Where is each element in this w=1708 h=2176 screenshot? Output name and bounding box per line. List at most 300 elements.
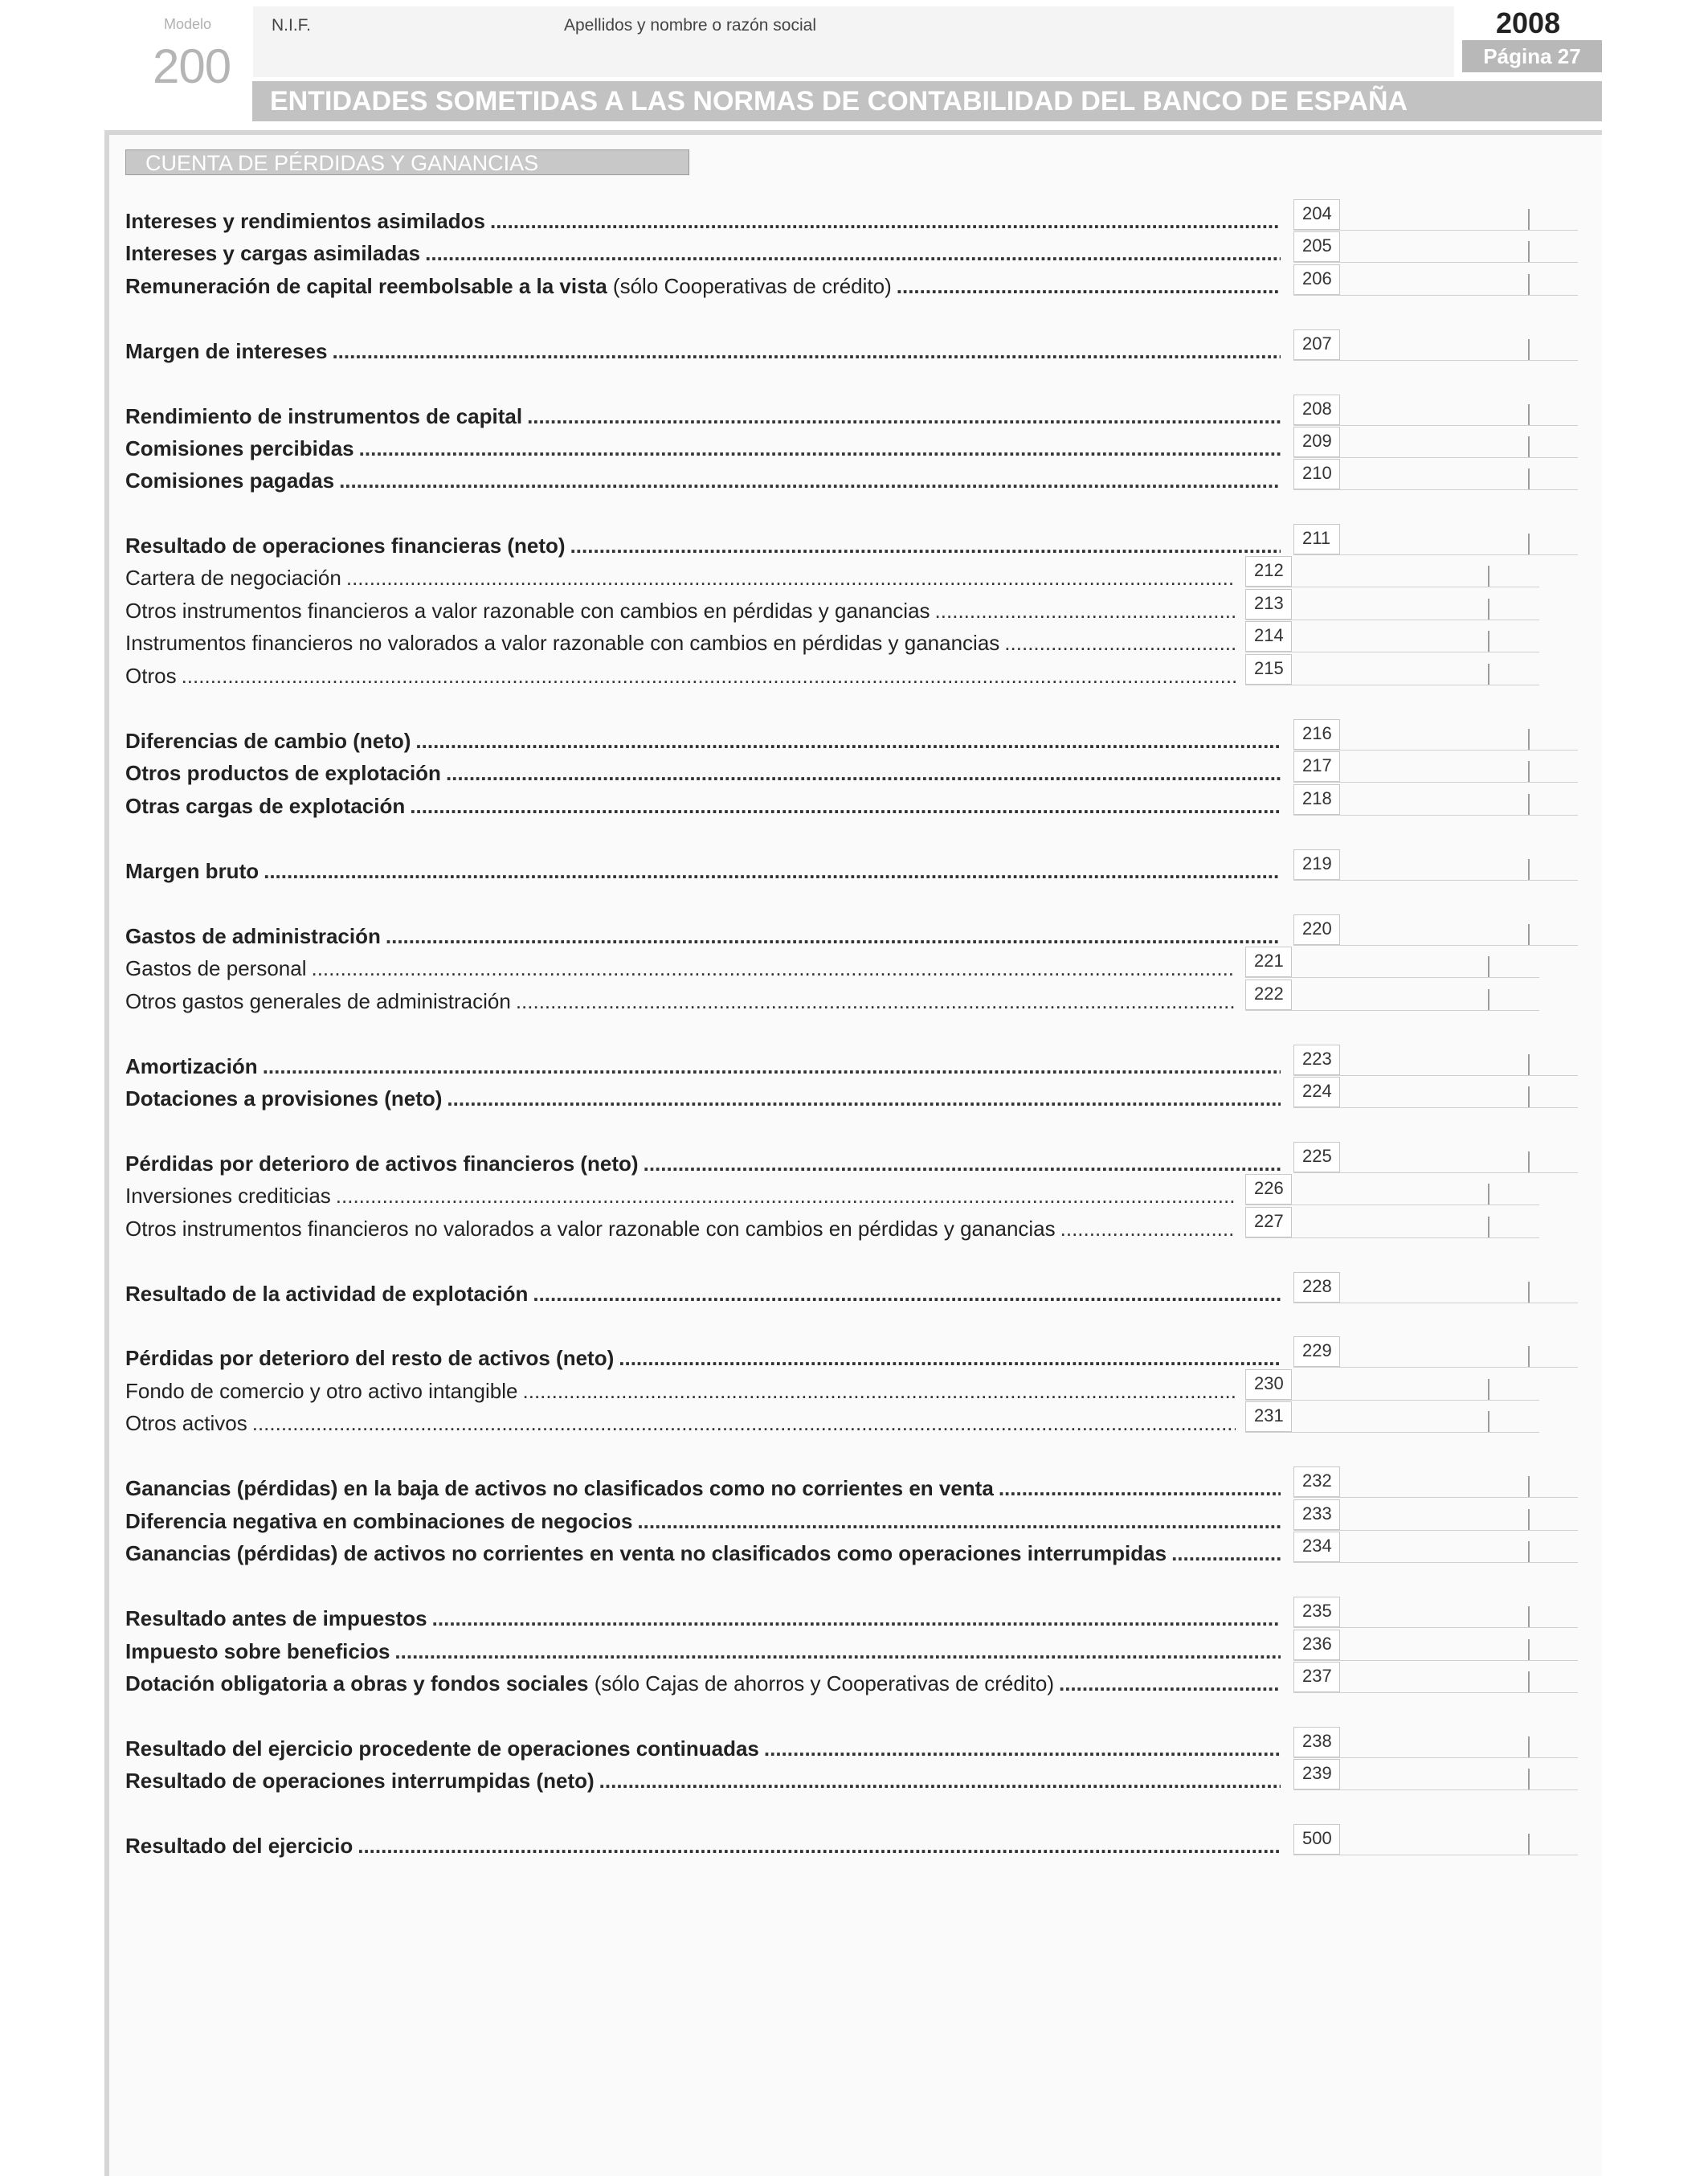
row-label-text: Intereses y rendimientos asimilados xyxy=(125,209,485,233)
amount-box-204 xyxy=(1293,199,1578,231)
row-label xyxy=(125,1606,427,1630)
amount-field[interactable] xyxy=(1340,199,1578,230)
dot-leader xyxy=(264,859,1281,883)
dot-leader xyxy=(764,1736,1281,1761)
row-label-text: Rendimiento de instrumentos de capital xyxy=(125,404,523,428)
amount-field[interactable] xyxy=(1340,264,1578,295)
form-row-228 xyxy=(125,1282,1281,1306)
row-label xyxy=(125,339,327,363)
amount-field[interactable] xyxy=(1340,1142,1578,1172)
amount-box-229 xyxy=(1293,1336,1578,1368)
form-row-212 xyxy=(125,566,1236,590)
dot-leader xyxy=(346,566,1236,590)
box-code: 236 xyxy=(1293,1630,1340,1660)
row-label-text: Margen de intereses xyxy=(125,339,328,363)
dot-leader xyxy=(358,1834,1281,1858)
form-row-232 xyxy=(125,1476,1281,1500)
row-label-text: Comisiones pagadas xyxy=(125,468,335,493)
box-code: 215 xyxy=(1245,654,1292,685)
form-row-226 xyxy=(125,1184,1236,1208)
row-label xyxy=(125,924,381,948)
amount-box-215 xyxy=(1245,654,1539,685)
amount-box-210 xyxy=(1293,459,1578,490)
row-label xyxy=(125,1086,442,1110)
box-code: 221 xyxy=(1245,947,1292,977)
row-label-text: Comisiones percibidas xyxy=(125,436,354,460)
amount-box-239 xyxy=(1293,1759,1578,1790)
row-label xyxy=(125,436,354,460)
dot-leader xyxy=(1004,631,1236,655)
amount-field[interactable] xyxy=(1340,1727,1578,1757)
decimal-separator-mark xyxy=(1488,989,1489,1010)
row-label xyxy=(125,209,485,233)
decimal-separator-mark xyxy=(1528,924,1530,945)
amount-box-235 xyxy=(1293,1597,1578,1628)
decimal-separator-mark xyxy=(1488,1379,1489,1400)
amount-field[interactable] xyxy=(1340,1077,1578,1107)
year-label: 2008 xyxy=(1496,6,1561,39)
amount-box-218 xyxy=(1293,784,1578,816)
row-label-text: Fondo de comercio y otro activo intangible xyxy=(125,1379,518,1403)
amount-field[interactable] xyxy=(1340,1336,1578,1367)
dot-leader xyxy=(182,664,1236,688)
box-code: 234 xyxy=(1293,1532,1340,1562)
row-label xyxy=(125,468,334,493)
dot-leader xyxy=(619,1346,1281,1370)
box-code: 204 xyxy=(1293,199,1340,230)
row-label xyxy=(125,1282,528,1306)
decimal-separator-mark xyxy=(1488,956,1489,977)
dot-leader xyxy=(523,1379,1236,1403)
box-code: 218 xyxy=(1293,784,1340,815)
row-label xyxy=(125,1541,1167,1565)
decimal-separator-mark xyxy=(1488,599,1489,620)
dot-leader xyxy=(644,1151,1281,1176)
decimal-separator-mark xyxy=(1528,761,1530,782)
form-row-231 xyxy=(125,1411,1236,1435)
dot-leader xyxy=(386,924,1281,948)
form-row-207 xyxy=(125,339,1281,363)
row-label-text: Intereses y cargas asimiladas xyxy=(125,241,421,265)
decimal-separator-mark xyxy=(1528,1346,1530,1367)
row-label xyxy=(125,404,522,428)
box-code: 222 xyxy=(1245,980,1292,1010)
amount-box-219 xyxy=(1293,849,1578,881)
amount-field[interactable] xyxy=(1292,1207,1539,1237)
amount-field[interactable] xyxy=(1340,231,1578,262)
row-label xyxy=(125,1736,759,1761)
amount-field[interactable] xyxy=(1340,1466,1578,1497)
decimal-separator-mark xyxy=(1528,436,1530,457)
amount-box-212 xyxy=(1245,556,1539,587)
box-code: 232 xyxy=(1293,1466,1340,1497)
box-code: 231 xyxy=(1245,1401,1292,1432)
box-code: 210 xyxy=(1293,459,1340,489)
box-code: 237 xyxy=(1293,1662,1340,1692)
amount-field[interactable] xyxy=(1340,1045,1578,1075)
form-row-214 xyxy=(125,631,1236,655)
amount-box-206 xyxy=(1293,264,1578,296)
amount-box-224 xyxy=(1293,1077,1578,1108)
row-label xyxy=(125,534,566,558)
box-code: 228 xyxy=(1293,1272,1340,1303)
dot-leader xyxy=(311,956,1236,980)
page-number-badge: Página 27 xyxy=(1462,40,1602,72)
section-title: CUENTA DE PÉRDIDAS Y GANANCIAS xyxy=(125,149,689,175)
box-code: 227 xyxy=(1245,1207,1292,1237)
row-label-text: Amortización xyxy=(125,1054,258,1078)
row-label-text: Dotaciones a provisiones (neto) xyxy=(125,1086,443,1110)
amount-field[interactable] xyxy=(1292,589,1539,620)
box-code: 219 xyxy=(1293,849,1340,880)
amount-field[interactable] xyxy=(1340,395,1578,425)
box-code: 212 xyxy=(1245,556,1292,587)
row-label xyxy=(125,274,892,298)
dot-leader xyxy=(447,1086,1281,1110)
form-row-211 xyxy=(125,534,1281,558)
form-row-234 xyxy=(125,1541,1281,1565)
decimal-separator-mark xyxy=(1528,1086,1530,1107)
amount-box-228 xyxy=(1293,1272,1578,1303)
row-label xyxy=(125,1346,614,1370)
box-code: 208 xyxy=(1293,395,1340,425)
decimal-separator-mark xyxy=(1528,1476,1530,1497)
row-label-text: Instrumentos financieros no valorados a valor razonable con cambios en pérdidas y ganancias xyxy=(125,631,1000,655)
box-code: 225 xyxy=(1293,1142,1340,1172)
row-label-text: Ganancias (pérdidas) de activos no corrientes en venta no clasificados como operaciones interrumpidas xyxy=(125,1541,1167,1565)
decimal-separator-mark xyxy=(1528,1054,1530,1075)
row-label xyxy=(125,1509,632,1533)
dot-leader xyxy=(332,339,1281,363)
row-label-text: Otras cargas de explotación xyxy=(125,794,406,818)
header-field-strip xyxy=(253,6,1454,77)
form-row-216 xyxy=(125,729,1281,753)
amount-box-222 xyxy=(1245,980,1539,1011)
decimal-separator-mark xyxy=(1488,664,1489,685)
box-code: 238 xyxy=(1293,1727,1340,1757)
form-row-215 xyxy=(125,664,1236,688)
box-code: 207 xyxy=(1293,329,1340,360)
amount-box-230 xyxy=(1245,1369,1539,1401)
decimal-separator-mark xyxy=(1528,1606,1530,1627)
model-number: 200 xyxy=(153,39,231,93)
amount-box-225 xyxy=(1293,1142,1578,1173)
dot-leader xyxy=(999,1476,1281,1500)
amount-field[interactable] xyxy=(1292,947,1539,977)
amount-field[interactable] xyxy=(1340,784,1578,815)
amount-field[interactable] xyxy=(1340,849,1578,880)
amount-box-216 xyxy=(1293,719,1578,751)
amount-field[interactable] xyxy=(1340,524,1578,554)
box-code: 229 xyxy=(1293,1336,1340,1367)
box-code: 213 xyxy=(1245,589,1292,620)
row-label xyxy=(125,956,306,980)
dot-leader xyxy=(252,1411,1236,1435)
amount-field[interactable] xyxy=(1340,427,1578,457)
amount-box-214 xyxy=(1245,621,1539,652)
row-label-text: Otros instrumentos financieros no valorados a valor razonable con cambios en pérdidas y ganancias xyxy=(125,1217,1056,1241)
decimal-separator-mark xyxy=(1528,1509,1530,1530)
box-code: 214 xyxy=(1245,621,1292,652)
form-row-227 xyxy=(125,1217,1236,1241)
amount-field[interactable] xyxy=(1292,621,1539,652)
decimal-separator-mark xyxy=(1528,534,1530,554)
row-label-text: Inversiones crediticias xyxy=(125,1184,331,1208)
amount-box-205 xyxy=(1293,231,1578,263)
row-label xyxy=(125,761,441,785)
amount-field[interactable] xyxy=(1340,751,1578,782)
decimal-separator-mark xyxy=(1528,859,1530,880)
amount-box-209 xyxy=(1293,427,1578,458)
amount-box-221 xyxy=(1245,947,1539,978)
row-label-text: Otros xyxy=(125,664,177,688)
row-label xyxy=(125,1769,595,1793)
amount-field[interactable] xyxy=(1292,654,1539,685)
row-label xyxy=(125,664,177,688)
nif-label: N.I.F. xyxy=(272,16,312,35)
form-row-218 xyxy=(125,794,1281,818)
decimal-separator-mark xyxy=(1528,1541,1530,1562)
amount-box-223 xyxy=(1293,1045,1578,1076)
form-row-230 xyxy=(125,1379,1236,1403)
box-code: 220 xyxy=(1293,914,1340,945)
decimal-separator-mark xyxy=(1528,1769,1530,1789)
model-label: Modelo xyxy=(164,16,212,32)
row-label-text: Diferencia negativa en combinaciones de negocios xyxy=(125,1509,633,1533)
row-label-text: Cartera de negociación xyxy=(125,566,341,590)
row-label-text: Otros activos xyxy=(125,1411,247,1435)
row-label-text: Otros instrumentos financieros a valor razonable con cambios en pérdidas y ganancias xyxy=(125,599,930,623)
box-code: 500 xyxy=(1293,1824,1340,1855)
row-label-text: Resultado antes de impuestos xyxy=(125,1606,427,1630)
form-row-213 xyxy=(125,599,1236,623)
box-code: 211 xyxy=(1293,524,1340,554)
row-label-text: Gastos de administración xyxy=(125,924,381,948)
row-label-text: Otros gastos generales de administración xyxy=(125,989,511,1013)
dot-leader xyxy=(637,1509,1281,1533)
decimal-separator-mark xyxy=(1528,1736,1530,1757)
decimal-separator-mark xyxy=(1528,1282,1530,1303)
row-label-note: (sólo Cooperativas de crédito) xyxy=(607,274,892,298)
box-code: 235 xyxy=(1293,1597,1340,1627)
dot-leader xyxy=(263,1054,1281,1078)
decimal-separator-mark xyxy=(1528,794,1530,815)
amount-field[interactable] xyxy=(1340,1272,1578,1303)
box-code: 205 xyxy=(1293,231,1340,262)
dot-leader xyxy=(570,534,1281,558)
row-label xyxy=(125,794,405,818)
amount-field[interactable] xyxy=(1340,459,1578,489)
row-label-text: Pérdidas por deterioro de activos financieros (neto) xyxy=(125,1151,639,1176)
form-row-500 xyxy=(125,1834,1281,1858)
amount-box-236 xyxy=(1293,1630,1578,1661)
dot-leader xyxy=(533,1282,1281,1306)
row-label xyxy=(125,1671,1054,1695)
row-label-text: Resultado de la actividad de explotación xyxy=(125,1282,529,1306)
box-code: 209 xyxy=(1293,427,1340,457)
decimal-separator-mark xyxy=(1528,209,1530,230)
form-row-233 xyxy=(125,1509,1281,1533)
row-label xyxy=(125,1184,331,1208)
row-label-text: Impuesto sobre beneficios xyxy=(125,1639,390,1663)
form-row-235 xyxy=(125,1606,1281,1630)
decimal-separator-mark xyxy=(1488,1217,1489,1237)
row-label-text: Resultado del ejercicio xyxy=(125,1834,353,1858)
row-label-text: Ganancias (pérdidas) en la baja de activos no clasificados como no corrientes en venta xyxy=(125,1476,994,1500)
amount-field[interactable] xyxy=(1292,1174,1539,1205)
amount-box-238 xyxy=(1293,1727,1578,1758)
dot-leader xyxy=(446,761,1281,785)
amount-box-208 xyxy=(1293,395,1578,426)
form-row-223 xyxy=(125,1054,1281,1078)
dot-leader xyxy=(599,1769,1281,1793)
row-label-text: Diferencias de cambio (neto) xyxy=(125,729,411,753)
dot-leader xyxy=(897,274,1281,298)
row-label-text: Resultado del ejercicio procedente de operaciones continuadas xyxy=(125,1736,759,1761)
row-label xyxy=(125,1834,353,1858)
amount-field[interactable] xyxy=(1340,1824,1578,1855)
amount-box-213 xyxy=(1245,589,1539,620)
amount-field[interactable] xyxy=(1340,914,1578,945)
decimal-separator-mark xyxy=(1488,566,1489,587)
row-label xyxy=(125,241,420,265)
box-code: 206 xyxy=(1293,264,1340,295)
decimal-separator-mark xyxy=(1528,274,1530,295)
row-label-text: Margen bruto xyxy=(125,859,259,883)
amount-field[interactable] xyxy=(1292,980,1539,1010)
form-row-239 xyxy=(125,1769,1281,1793)
amount-field[interactable] xyxy=(1340,1662,1578,1692)
row-label-text: Dotación obligatoria a obras y fondos sociales xyxy=(125,1671,589,1695)
form-row-217 xyxy=(125,761,1281,785)
name-label: Apellidos y nombre o razón social xyxy=(564,16,816,35)
amount-field[interactable] xyxy=(1340,1597,1578,1627)
form-row-205 xyxy=(125,241,1281,265)
dot-leader xyxy=(339,468,1281,493)
dot-leader xyxy=(490,209,1281,233)
amount-box-237 xyxy=(1293,1662,1578,1693)
row-label-note: (sólo Cajas de ahorros y Cooperativas de crédito) xyxy=(588,1671,1054,1695)
amount-field[interactable] xyxy=(1340,1759,1578,1789)
dot-leader xyxy=(415,729,1281,753)
row-label xyxy=(125,729,411,753)
row-label xyxy=(125,1217,1056,1241)
dot-leader xyxy=(425,241,1281,265)
amount-box-233 xyxy=(1293,1499,1578,1531)
dot-leader xyxy=(1171,1541,1281,1565)
form-row-210 xyxy=(125,468,1281,493)
form-row-209 xyxy=(125,436,1281,460)
box-code: 216 xyxy=(1293,719,1340,750)
decimal-separator-mark xyxy=(1488,1411,1489,1432)
form-row-224 xyxy=(125,1086,1281,1110)
amount-field[interactable] xyxy=(1340,719,1578,750)
box-code: 226 xyxy=(1245,1174,1292,1205)
decimal-separator-mark xyxy=(1528,1639,1530,1660)
row-label xyxy=(125,1411,247,1435)
dot-leader xyxy=(410,794,1281,818)
form-row-219 xyxy=(125,859,1281,883)
decimal-separator-mark xyxy=(1528,1671,1530,1692)
box-code: 230 xyxy=(1245,1369,1292,1400)
amount-field[interactable] xyxy=(1292,556,1539,587)
amount-box-211 xyxy=(1293,524,1578,555)
dot-leader xyxy=(432,1606,1281,1630)
amount-box-234 xyxy=(1293,1532,1578,1563)
form-row-220 xyxy=(125,924,1281,948)
dot-leader xyxy=(1059,1671,1281,1695)
box-code: 239 xyxy=(1293,1759,1340,1789)
decimal-separator-mark xyxy=(1528,1151,1530,1172)
decimal-separator-mark xyxy=(1528,339,1530,360)
amount-box-220 xyxy=(1293,914,1578,946)
row-label-text: Resultado de operaciones financieras (neto) xyxy=(125,534,566,558)
row-label xyxy=(125,1639,390,1663)
dot-leader xyxy=(336,1184,1236,1208)
row-label xyxy=(125,599,930,623)
dot-leader xyxy=(527,404,1281,428)
dot-leader xyxy=(1060,1217,1236,1241)
form-banner: ENTIDADES SOMETIDAS A LAS NORMAS DE CONTABILIDAD DEL BANCO DE ESPAÑA xyxy=(252,81,1602,121)
decimal-separator-mark xyxy=(1528,468,1530,489)
amount-field[interactable] xyxy=(1292,1401,1539,1432)
form-row-221 xyxy=(125,956,1236,980)
decimal-separator-mark xyxy=(1528,1834,1530,1855)
amount-box-217 xyxy=(1293,751,1578,783)
form-row-208 xyxy=(125,404,1281,428)
row-label xyxy=(125,631,999,655)
row-label xyxy=(125,1476,994,1500)
form-row-206 xyxy=(125,274,1281,298)
amount-field[interactable] xyxy=(1292,1369,1539,1400)
decimal-separator-mark xyxy=(1528,241,1530,262)
amount-box-231 xyxy=(1245,1401,1539,1433)
row-label xyxy=(125,1379,518,1403)
amount-field[interactable] xyxy=(1340,1499,1578,1530)
row-label-text: Gastos de personal xyxy=(125,956,307,980)
amount-box-226 xyxy=(1245,1174,1539,1205)
row-label-text: Resultado de operaciones interrumpidas (neto) xyxy=(125,1769,595,1793)
box-code: 217 xyxy=(1293,751,1340,782)
amount-field[interactable] xyxy=(1340,1532,1578,1562)
row-label-text: Pérdidas por deterioro del resto de activos (neto) xyxy=(125,1346,615,1370)
dot-leader xyxy=(394,1639,1281,1663)
amount-box-227 xyxy=(1245,1207,1539,1238)
row-label xyxy=(125,1054,258,1078)
form-row-229 xyxy=(125,1346,1281,1370)
decimal-separator-mark xyxy=(1488,631,1489,652)
amount-box-207 xyxy=(1293,329,1578,361)
row-label xyxy=(125,859,259,883)
row-label xyxy=(125,566,341,590)
amount-field[interactable] xyxy=(1340,329,1578,360)
dot-leader xyxy=(359,436,1281,460)
row-label-text: Otros productos de explotación xyxy=(125,761,441,785)
decimal-separator-mark xyxy=(1488,1184,1489,1205)
box-code: 224 xyxy=(1293,1077,1340,1107)
amount-box-232 xyxy=(1293,1466,1578,1498)
row-label-text: Remuneración de capital reembolsable a la vista xyxy=(125,274,607,298)
box-code: 223 xyxy=(1293,1045,1340,1075)
form-row-236 xyxy=(125,1639,1281,1663)
box-code: 233 xyxy=(1293,1499,1340,1530)
form-row-238 xyxy=(125,1736,1281,1761)
decimal-separator-mark xyxy=(1528,404,1530,425)
decimal-separator-mark xyxy=(1528,729,1530,750)
row-label xyxy=(125,989,511,1013)
dot-leader xyxy=(516,989,1236,1013)
amount-field[interactable] xyxy=(1340,1630,1578,1660)
